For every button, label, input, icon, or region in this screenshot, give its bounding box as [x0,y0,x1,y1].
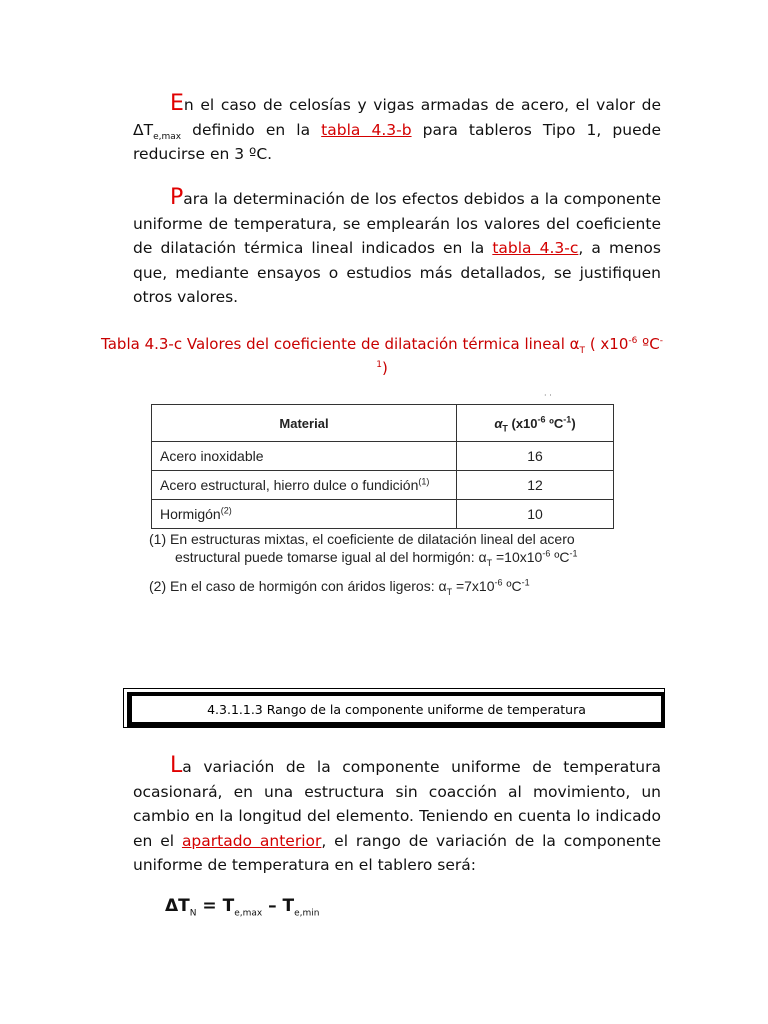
table-header-row [152,405,614,442]
drop-initial: E [170,91,184,116]
link-tabla-4-3-b[interactable]: tabla 4.3-b [321,120,412,139]
footnote-2: (2) En el caso de hormigón con áridos ligeros: $\alpha_T =7x10^{-6}$ ºC$^{-1}$ [149,577,530,597]
coefficient-table [151,404,614,529]
table-row [152,471,614,500]
footnote-1: (1) En estructuras mixtas, el coeficiente de dilatación lineal del acero estructural puede tomarse igual al del hormigón: $\alpha_T =10x10^{-6}$ ºC$^{-1}$ [149,531,578,568]
delta-symbol: ΔT [133,120,154,139]
table-row [152,442,614,471]
cell-value: 10 [457,500,614,529]
table-row [152,500,614,529]
cell-value: 16 [457,442,614,471]
cell-material: Hormigón$^{(2)}$ [152,500,457,529]
section-heading-box [123,688,665,728]
cell-material: Acero estructural, hierro dulce o fundición$^{(1)}$ [152,471,457,500]
cell-value: 12 [457,471,614,500]
paragraph-1: En el caso de celosías y vigas armadas de acero, el valor de $\Delta T_{e,max}$ definido en la tabla 4.3-b para tableros Tipo 1, puede reducirse en 3 ºC. [133,91,661,163]
cell-material: Acero inoxidable [152,442,457,471]
table-caption: Tabla 4.3-c Valores del coeficiente de dilatación térmica lineal $\alpha_T$ ( $x10^{-6}$ ºC$^{-1}$) [101,335,663,377]
drop-initial: P [170,185,184,210]
section-title: 4.3.1.1.3 Rango de la componente uniforme de temperatura [207,701,586,717]
drop-initial: L [170,753,183,778]
header-material: Material [152,405,457,442]
paragraph-3: La variación de la componente uniforme de temperatura ocasionará, en una estructura sin coacción al movimiento, un cambio en la longitud del elemento. Teniendo en cuenta lo indicado en el apartado anterior, el rango de variación de la componente uniforme de temperatura en el tablero será: [133,753,661,874]
header-alpha: $\alpha_T$ ($x10^{-6}$ ºC$^{-1}$) [457,405,614,442]
link-tabla-4-3-c[interactable]: tabla 4.3-c [492,239,579,257]
formula: $\Delta T_N = T_{e,max} - T_{e,min}$ [165,896,320,919]
paragraph-2: Para la determinación de los efectos debidos a la componente uniforme de temperatura, se emplearán los valores del coeficiente de dilatación térmica lineal indicados en la tabla 4.3-c, a menos que, mediante ensayos o estudios más detallados, se justifiquen otros valores. [133,185,661,306]
link-apartado-anterior[interactable]: apartado anterior [181,831,322,850]
scan-artifact: · · [544,391,552,400]
